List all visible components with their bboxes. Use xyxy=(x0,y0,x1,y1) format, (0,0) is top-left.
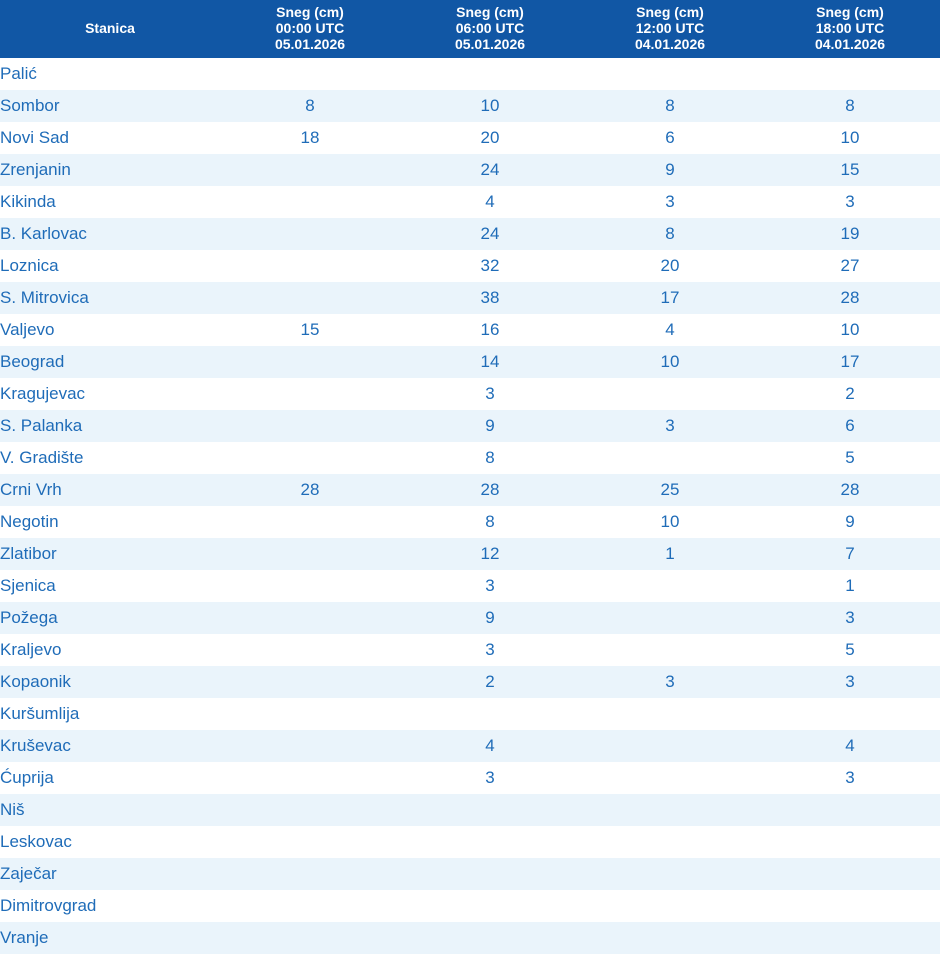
snow-depth-cell-utc12: 9 xyxy=(580,154,760,186)
table-row xyxy=(0,826,940,858)
snow-depth-cell-utc06: 3 xyxy=(400,762,580,794)
snow-depth-cell-utc12 xyxy=(580,826,760,858)
snow-depth-cell-utc00: 18 xyxy=(220,122,400,154)
snow-depth-cell-utc06 xyxy=(400,794,580,826)
snow-depth-cell-utc18 xyxy=(760,922,940,954)
snow-depth-cell-utc06: 20 xyxy=(400,122,580,154)
table-row xyxy=(0,634,940,666)
snow-depth-cell-utc12 xyxy=(580,570,760,602)
snow-depth-cell-utc12 xyxy=(580,378,760,410)
column-header-line: Sneg (cm) xyxy=(456,4,524,20)
snow-depth-cell-utc18: 3 xyxy=(760,186,940,218)
snow-depth-cell-utc00 xyxy=(220,282,400,314)
snow-depth-cell-utc18: 8 xyxy=(760,90,940,122)
snow-depth-cell-utc12 xyxy=(580,794,760,826)
snow-depth-cell-utc12: 4 xyxy=(580,314,760,346)
table-row xyxy=(0,186,940,218)
snow-depth-cell-utc00 xyxy=(220,730,400,762)
snow-depth-cell-utc06: 32 xyxy=(400,250,580,282)
snow-depth-cell-utc12: 3 xyxy=(580,410,760,442)
snow-depth-cell-utc06: 10 xyxy=(400,90,580,122)
station-name-cell: Valjevo xyxy=(0,314,220,346)
station-name-cell: Novi Sad xyxy=(0,122,220,154)
snow-depth-cell-utc00 xyxy=(220,762,400,794)
station-name-cell: V. Gradište xyxy=(0,442,220,474)
table-row xyxy=(0,122,940,154)
station-name-cell: Kruševac xyxy=(0,730,220,762)
column-header-line: 06:00 UTC xyxy=(455,20,525,36)
snow-depth-cell-utc12: 20 xyxy=(580,250,760,282)
snow-depth-cell-utc12 xyxy=(580,58,760,90)
snow-depth-cell-utc12 xyxy=(580,858,760,890)
table-row xyxy=(0,602,940,634)
table-row xyxy=(0,282,940,314)
station-name-cell: Dimitrovgrad xyxy=(0,890,220,922)
snow-depth-cell-utc06: 2 xyxy=(400,666,580,698)
snow-depth-cell-utc12: 10 xyxy=(580,346,760,378)
table-row xyxy=(0,410,940,442)
snow-depth-cell-utc18: 10 xyxy=(760,122,940,154)
snow-depth-cell-utc18: 28 xyxy=(760,474,940,506)
table-row xyxy=(0,794,940,826)
table-row xyxy=(0,250,940,282)
snow-depth-cell-utc12: 1 xyxy=(580,538,760,570)
column-header-line: Stanica xyxy=(85,20,135,36)
snow-depth-cell-utc18: 3 xyxy=(760,762,940,794)
table-row xyxy=(0,442,940,474)
snow-depth-cell-utc00 xyxy=(220,442,400,474)
snow-depth-cell-utc06: 3 xyxy=(400,634,580,666)
table-row xyxy=(0,506,940,538)
column-header-line: 04.01.2026 xyxy=(814,36,886,52)
table-row xyxy=(0,378,940,410)
snow-depth-cell-utc06: 9 xyxy=(400,602,580,634)
snow-depth-cell-utc06 xyxy=(400,58,580,90)
snow-depth-cell-utc18: 6 xyxy=(760,410,940,442)
station-name-cell: Leskovac xyxy=(0,826,220,858)
snow-depth-cell-utc06 xyxy=(400,890,580,922)
snow-depth-cell-utc12 xyxy=(580,634,760,666)
snow-depth-cell-utc06: 8 xyxy=(400,442,580,474)
station-name-cell: Zlatibor xyxy=(0,538,220,570)
snow-depth-cell-utc06: 3 xyxy=(400,570,580,602)
snow-depth-cell-utc00 xyxy=(220,634,400,666)
snow-depth-cell-utc12 xyxy=(580,730,760,762)
snow-depth-cell-utc12: 17 xyxy=(580,282,760,314)
snow-depth-cell-utc00: 28 xyxy=(220,474,400,506)
station-name-cell: S. Palanka xyxy=(0,410,220,442)
snow-depth-cell-utc00 xyxy=(220,410,400,442)
snow-depth-cell-utc00 xyxy=(220,506,400,538)
station-name-cell: Kuršumlija xyxy=(0,698,220,730)
snow-depth-cell-utc00 xyxy=(220,922,400,954)
table-header-row xyxy=(0,0,940,58)
snow-depth-cell-utc06: 8 xyxy=(400,506,580,538)
column-header-utc18 xyxy=(760,0,940,58)
column-header-line: 00:00 UTC xyxy=(275,20,345,36)
snow-depth-cell-utc00 xyxy=(220,378,400,410)
station-name-cell: Zrenjanin xyxy=(0,154,220,186)
snow-depth-cell-utc00: 8 xyxy=(220,90,400,122)
snow-depth-cell-utc12: 8 xyxy=(580,218,760,250)
column-header-line: 12:00 UTC xyxy=(635,20,705,36)
column-header-line: 05.01.2026 xyxy=(274,36,346,52)
snow-depth-cell-utc18: 19 xyxy=(760,218,940,250)
column-header-utc12 xyxy=(580,0,760,58)
snow-depth-cell-utc18: 15 xyxy=(760,154,940,186)
table-row xyxy=(0,922,940,954)
station-name-cell: Loznica xyxy=(0,250,220,282)
snow-depth-cell-utc06 xyxy=(400,858,580,890)
snow-depth-cell-utc12 xyxy=(580,602,760,634)
table-row xyxy=(0,218,940,250)
snow-depth-cell-utc00 xyxy=(220,346,400,378)
station-name-cell: Kopaonik xyxy=(0,666,220,698)
station-name-cell: Sjenica xyxy=(0,570,220,602)
snow-depth-cell-utc18 xyxy=(760,826,940,858)
station-name-cell: Kragujevac xyxy=(0,378,220,410)
column-header-line: Sneg (cm) xyxy=(816,4,884,20)
snow-depth-cell-utc00 xyxy=(220,826,400,858)
snow-depth-cell-utc18: 3 xyxy=(760,602,940,634)
snow-depth-cell-utc12 xyxy=(580,442,760,474)
snow-depth-cell-utc18: 4 xyxy=(760,730,940,762)
snow-depth-cell-utc12: 25 xyxy=(580,474,760,506)
snow-depth-cell-utc00 xyxy=(220,570,400,602)
snow-depth-cell-utc06: 4 xyxy=(400,186,580,218)
snow-depth-cell-utc18: 5 xyxy=(760,634,940,666)
snow-depth-cell-utc00 xyxy=(220,218,400,250)
table-row xyxy=(0,762,940,794)
station-name-cell: Kraljevo xyxy=(0,634,220,666)
table-row xyxy=(0,890,940,922)
snow-depth-cell-utc00 xyxy=(220,154,400,186)
column-header-utc06 xyxy=(400,0,580,58)
snow-depth-cell-utc18: 9 xyxy=(760,506,940,538)
snow-depth-cell-utc06: 24 xyxy=(400,154,580,186)
snow-depth-cell-utc18: 27 xyxy=(760,250,940,282)
table-row xyxy=(0,474,940,506)
snow-depth-cell-utc18: 17 xyxy=(760,346,940,378)
snow-depth-cell-utc18 xyxy=(760,890,940,922)
snow-depth-cell-utc06: 16 xyxy=(400,314,580,346)
snow-depth-cell-utc06: 4 xyxy=(400,730,580,762)
snow-depth-cell-utc18 xyxy=(760,858,940,890)
snow-depth-cell-utc00 xyxy=(220,666,400,698)
snow-depth-cell-utc12 xyxy=(580,890,760,922)
snow-depth-cell-utc00 xyxy=(220,250,400,282)
station-name-cell: B. Karlovac xyxy=(0,218,220,250)
table-row xyxy=(0,698,940,730)
snow-depth-cell-utc18: 5 xyxy=(760,442,940,474)
column-header-line: Sneg (cm) xyxy=(276,4,344,20)
snow-depth-cell-utc12: 8 xyxy=(580,90,760,122)
table-row xyxy=(0,858,940,890)
table-row xyxy=(0,730,940,762)
snow-depth-cell-utc00 xyxy=(220,858,400,890)
snow-depth-cell-utc18: 28 xyxy=(760,282,940,314)
snow-depth-cell-utc18 xyxy=(760,58,940,90)
snow-depth-cell-utc06: 38 xyxy=(400,282,580,314)
snow-depth-cell-utc12: 6 xyxy=(580,122,760,154)
snow-depth-cell-utc00 xyxy=(220,186,400,218)
snow-depth-cell-utc06: 12 xyxy=(400,538,580,570)
table-row xyxy=(0,538,940,570)
snow-depth-cell-utc06 xyxy=(400,826,580,858)
snow-depth-cell-utc00 xyxy=(220,538,400,570)
snow-depth-cell-utc06: 14 xyxy=(400,346,580,378)
snow-depth-cell-utc12: 10 xyxy=(580,506,760,538)
table-body xyxy=(0,58,940,954)
station-name-cell: Negotin xyxy=(0,506,220,538)
snow-depth-cell-utc18: 2 xyxy=(760,378,940,410)
station-name-cell: Ćuprija xyxy=(0,762,220,794)
snow-depth-cell-utc18: 1 xyxy=(760,570,940,602)
column-header-line: Sneg (cm) xyxy=(636,4,704,20)
table-row xyxy=(0,58,940,90)
snow-depth-cell-utc06: 9 xyxy=(400,410,580,442)
snow-depth-cell-utc18: 7 xyxy=(760,538,940,570)
station-name-cell: S. Mitrovica xyxy=(0,282,220,314)
station-name-cell: Niš xyxy=(0,794,220,826)
station-name-cell: Beograd xyxy=(0,346,220,378)
snow-depth-cell-utc06 xyxy=(400,698,580,730)
snow-depth-cell-utc00 xyxy=(220,602,400,634)
snow-depth-cell-utc18 xyxy=(760,698,940,730)
station-name-cell: Požega xyxy=(0,602,220,634)
snow-depth-cell-utc12: 3 xyxy=(580,186,760,218)
station-name-cell: Sombor xyxy=(0,90,220,122)
column-header-station xyxy=(0,0,220,58)
column-header-line: 05.01.2026 xyxy=(454,36,526,52)
station-name-cell: Vranje xyxy=(0,922,220,954)
snow-depth-cell-utc12 xyxy=(580,698,760,730)
snow-depth-cell-utc12: 3 xyxy=(580,666,760,698)
station-name-cell: Crni Vrh xyxy=(0,474,220,506)
station-name-cell: Zaječar xyxy=(0,858,220,890)
snow-depth-cell-utc18 xyxy=(760,794,940,826)
snow-depth-cell-utc00 xyxy=(220,58,400,90)
column-header-utc00 xyxy=(220,0,400,58)
table-row xyxy=(0,346,940,378)
snow-depth-cell-utc00 xyxy=(220,890,400,922)
snow-depth-cell-utc06: 3 xyxy=(400,378,580,410)
table-row xyxy=(0,666,940,698)
table-header xyxy=(0,0,940,58)
snow-depth-cell-utc00: 15 xyxy=(220,314,400,346)
station-name-cell: Kikinda xyxy=(0,186,220,218)
table-row xyxy=(0,154,940,186)
snow-depth-cell-utc06 xyxy=(400,922,580,954)
snow-depth-cell-utc06: 28 xyxy=(400,474,580,506)
snow-depth-cell-utc18: 10 xyxy=(760,314,940,346)
table-row xyxy=(0,314,940,346)
snow-depth-cell-utc06: 24 xyxy=(400,218,580,250)
column-header-line: 04.01.2026 xyxy=(634,36,706,52)
station-name-cell: Palić xyxy=(0,58,220,90)
snow-depth-cell-utc12 xyxy=(580,762,760,794)
table-row xyxy=(0,90,940,122)
column-header-line: 18:00 UTC xyxy=(815,20,885,36)
snow-depth-cell-utc00 xyxy=(220,698,400,730)
table-row xyxy=(0,570,940,602)
snow-depth-cell-utc18: 3 xyxy=(760,666,940,698)
snow-depth-cell-utc00 xyxy=(220,794,400,826)
snow-depth-cell-utc12 xyxy=(580,922,760,954)
